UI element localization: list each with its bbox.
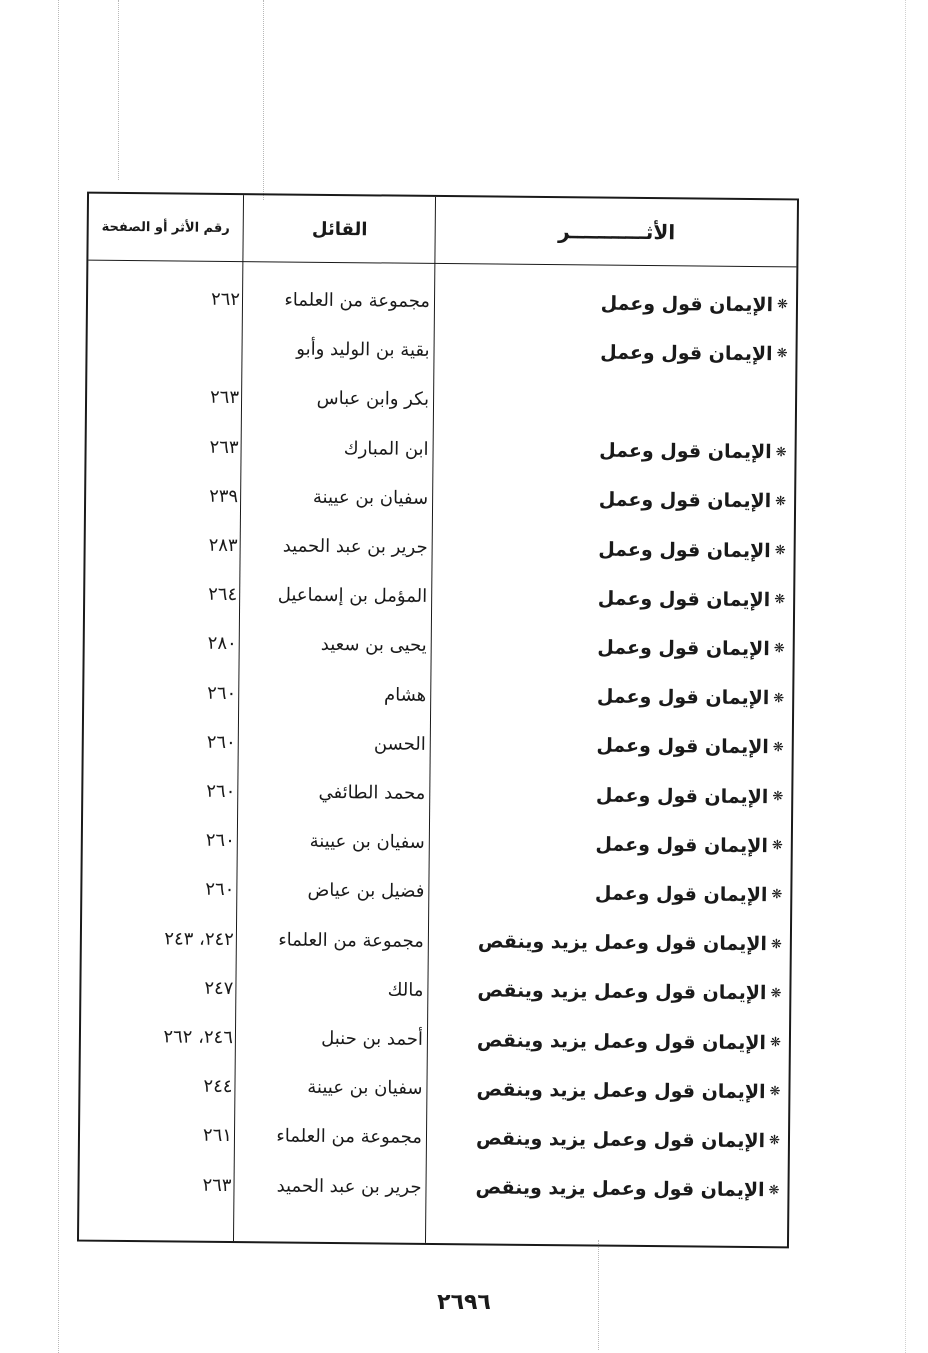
- athar-cell: [439, 1163, 779, 1215]
- qaail-cell: مجموعة من العلماء: [276, 1125, 423, 1149]
- athar-text: الإيمان قول وعمل يزيد وينقص: [477, 979, 767, 1005]
- qaail-cell: الحسن: [373, 733, 426, 755]
- qaail-cell: فضيل بن عياض: [307, 880, 425, 903]
- page-number: ٢٦٩٦: [437, 1290, 491, 1315]
- qaail-cell: المؤمل بن إسماعيل: [277, 584, 428, 608]
- athar-cell: [444, 720, 784, 772]
- table-row: [85, 569, 793, 625]
- athar-cell: [447, 375, 787, 427]
- athar-text: الإيمان قول وعمل: [596, 685, 770, 710]
- qaail-cell: سفيان بن عيينة: [309, 830, 425, 854]
- table-row: [87, 323, 795, 379]
- table-row: [80, 1110, 788, 1166]
- athar-cell: [447, 326, 787, 378]
- scan-dots-left-2: [118, 0, 119, 180]
- table-row: [80, 1061, 788, 1117]
- ref-cell: ٢٣٩: [209, 485, 239, 507]
- ref-cell: ٢٦٠: [205, 829, 235, 852]
- star-bullet-icon: ❋: [769, 1035, 781, 1051]
- athar-text: الإيمان قول وعمل يزيد وينقص: [477, 930, 768, 956]
- table-row: [88, 274, 796, 330]
- athar-text: الإيمان قول وعمل: [600, 292, 774, 316]
- athar-text: الإيمان قول وعمل: [598, 488, 772, 513]
- star-bullet-icon: ❋: [772, 789, 784, 805]
- qaail-cell: مجموعة من العلماء: [284, 289, 431, 312]
- qaail-cell: سفيان بن عيينة: [312, 486, 429, 509]
- star-bullet-icon: ❋: [773, 690, 785, 706]
- table-row: [81, 962, 789, 1018]
- athar-cell: [441, 966, 781, 1018]
- athar-cell: [440, 1064, 780, 1116]
- header-athar: الأثـــــــــــر: [558, 219, 676, 245]
- athar-text: الإيمان قول وعمل يزيد وينقص: [476, 1028, 767, 1054]
- ref-cell: ٢٦٣: [209, 387, 240, 409]
- star-bullet-icon: ❋: [771, 887, 783, 903]
- star-bullet-icon: ❋: [772, 740, 784, 756]
- athar-text: الإيمان قول وعمل يزيد وينقص: [476, 1078, 766, 1103]
- athar-text: الإيمان قول وعمل: [596, 734, 769, 759]
- star-bullet-icon: ❋: [768, 1133, 781, 1149]
- table-row: [86, 421, 794, 477]
- table-row: [84, 716, 792, 772]
- star-bullet-icon: ❋: [769, 1084, 781, 1100]
- header-qaail: القائل: [311, 218, 368, 240]
- scan-dots-left: [58, 0, 59, 1353]
- qaail-cell: هشام: [383, 684, 427, 706]
- athar-cell: [446, 474, 786, 526]
- qaail-cell: جرير بن عبد الحميد: [276, 1175, 422, 1198]
- athar-text: الإيمان قول وعمل: [598, 538, 771, 562]
- athar-cell: [442, 917, 782, 969]
- athar-text: الإيمان قول وعمل يزيد وينقص: [475, 1176, 765, 1202]
- table-row: [79, 1159, 787, 1215]
- star-bullet-icon: ❋: [774, 592, 786, 608]
- athar-cell: [443, 769, 783, 821]
- table-row: [87, 372, 795, 428]
- ref-cell: ٢٦٢: [210, 288, 241, 311]
- table-row: [83, 815, 791, 871]
- ref-cell: ٢٦٤: [208, 583, 238, 606]
- athar-cell: [448, 277, 788, 329]
- star-bullet-icon: ❋: [773, 641, 785, 657]
- scan-dots-mid: [263, 0, 264, 200]
- ref-cell: ٢٤٦، ٢٦٢: [163, 1026, 234, 1049]
- qaail-cell: جرير بن عبد الحميد: [282, 535, 428, 558]
- header-ref: رقم الأثر أو الصفحة: [101, 219, 230, 236]
- athar-cell: [445, 523, 785, 575]
- star-bullet-icon: ❋: [774, 543, 786, 559]
- table-row: [85, 520, 793, 576]
- star-bullet-icon: ❋: [770, 936, 782, 952]
- star-bullet-icon: ❋: [768, 1182, 780, 1198]
- athar-text: الإيمان قول وعمل: [599, 439, 772, 464]
- table-row: [86, 470, 794, 526]
- athar-text: الإيمان قول وعمل: [595, 833, 769, 857]
- star-bullet-icon: ❋: [770, 986, 782, 1002]
- ref-cell: ٢٤٧: [204, 977, 234, 999]
- athar-text: الإيمان قول وعمل يزيد وينقص: [475, 1127, 766, 1153]
- athar-text: الإيمان قول وعمل: [600, 341, 773, 365]
- qaail-cell: بكر وابن عباس: [316, 388, 430, 411]
- ref-cell: ٢٨٣: [208, 534, 238, 557]
- star-bullet-icon: ❋: [777, 297, 789, 313]
- table-row: [84, 618, 792, 674]
- star-bullet-icon: ❋: [771, 838, 783, 854]
- table-row: [84, 667, 792, 723]
- athar-cell: [445, 572, 785, 624]
- ref-cell: ٢٦٠: [206, 780, 236, 803]
- qaail-cell: محمد الطائفي: [318, 781, 426, 804]
- qaail-cell: مالك: [387, 979, 424, 1001]
- star-bullet-icon: ❋: [775, 494, 787, 510]
- athar-cell: [444, 621, 784, 673]
- star-bullet-icon: ❋: [775, 444, 787, 460]
- table-row: [83, 766, 791, 822]
- athar-text: الإيمان قول وعمل: [597, 636, 770, 661]
- table-row: [81, 1012, 789, 1068]
- qaail-cell: يحيى بن سعيد: [320, 634, 427, 657]
- table-row: [82, 864, 790, 920]
- table-row: [82, 913, 790, 969]
- qaail-cell: ابن المبارك: [343, 437, 429, 460]
- athar-cell: [443, 818, 783, 870]
- athar-cell: [442, 867, 782, 919]
- scan-dots-far-right: [905, 0, 906, 1353]
- qaail-cell: بقية بن الوليد وأبو: [296, 338, 430, 362]
- ref-cell: ٢٦٣: [202, 1174, 232, 1196]
- qaail-cell: أحمد بن حنبل: [321, 1027, 424, 1050]
- ref-cell: [93, 323, 239, 373]
- ref-cell: ٢٦٠: [205, 879, 235, 901]
- athar-table: [77, 192, 799, 1249]
- ref-cell: ٢٤٤: [203, 1075, 233, 1098]
- ref-cell: ٢٦٣: [209, 436, 239, 458]
- athar-text: الإيمان قول وعمل: [595, 784, 769, 808]
- ref-cell: ٢٦٠: [206, 731, 236, 753]
- athar-cell: [446, 425, 786, 477]
- ref-cell: ٢٨٠: [207, 633, 237, 655]
- ref-cell: ٢٤٢، ٢٤٣: [164, 927, 234, 950]
- athar-text: الإيمان قول وعمل: [597, 587, 771, 611]
- athar-cell: [441, 1015, 781, 1067]
- ref-cell: ٢٦٠: [207, 682, 237, 704]
- ref-cell: ٢٦١: [202, 1125, 233, 1147]
- athar-text: الإيمان قول وعمل: [594, 882, 768, 907]
- star-bullet-icon: ❋: [776, 346, 788, 362]
- athar-cell: [444, 671, 784, 723]
- qaail-cell: سفيان بن عيينة: [307, 1076, 423, 1100]
- athar-cell: [440, 1113, 780, 1165]
- qaail-cell: مجموعة من العلماء: [278, 929, 424, 952]
